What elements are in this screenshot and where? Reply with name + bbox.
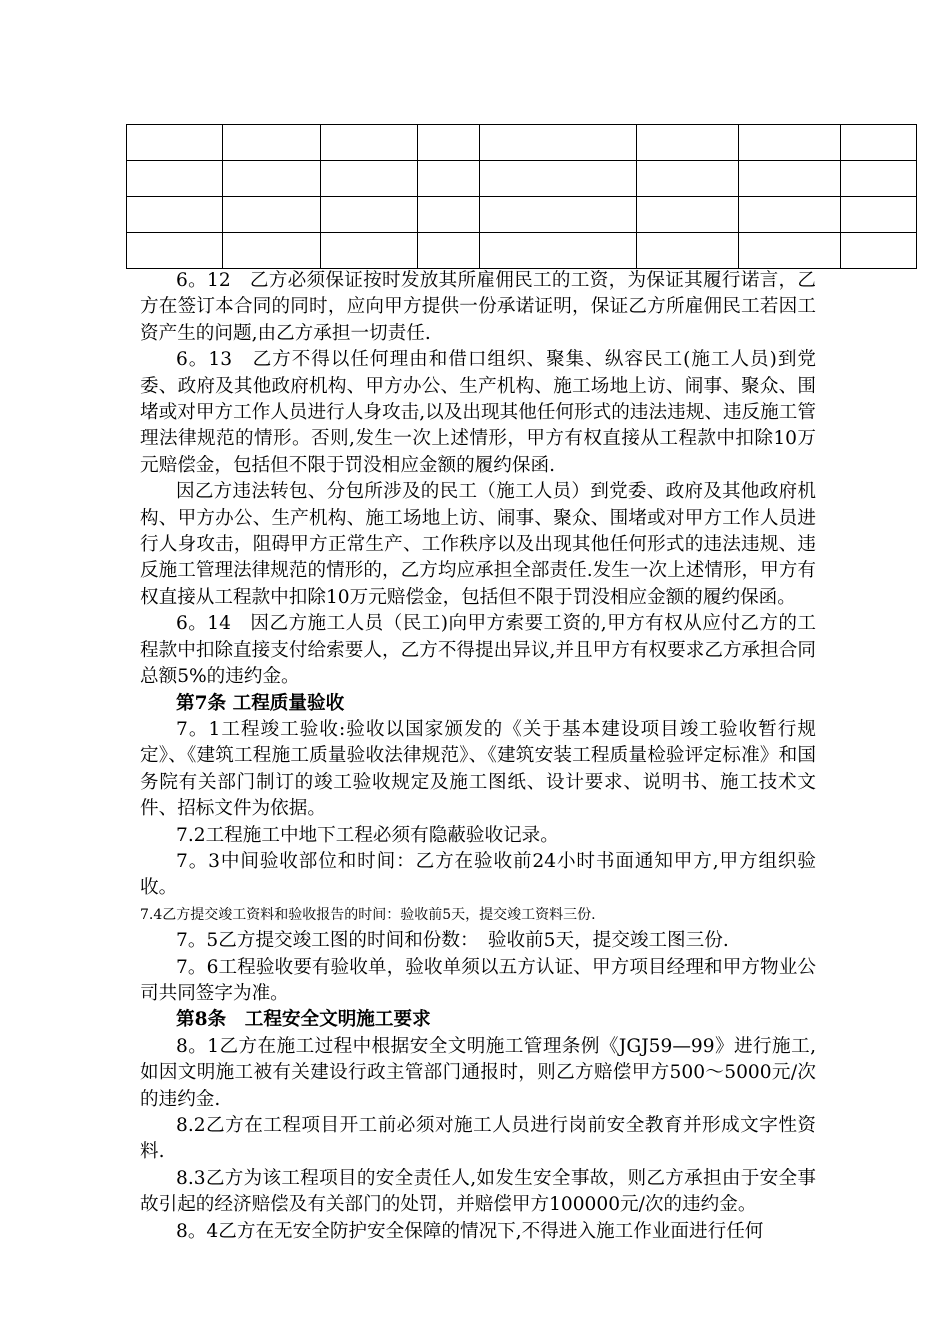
table-cell [480,233,637,269]
table-cell [223,125,321,161]
table-row [127,233,917,269]
table-cell [418,197,480,233]
table-cell [841,161,917,197]
table-cell [127,161,223,197]
clause-6-12: 6。12 乙方必须保证按时发放其所雇佣民工的工资，为保证其履行诺言，乙方在签订本合同的同时，应向甲方提供一份承诺证明，保证乙方所雇佣民工若因工资产生的问题,由乙方承担一切责任. [140,270,816,344]
table-cell [841,197,917,233]
table-cell [480,125,637,161]
table-cell [321,233,418,269]
table-cell [637,197,739,233]
blank-table [126,124,917,269]
table-cell [841,233,917,269]
table-cell [127,197,223,233]
clause-7-2: 7.2工程施工中地下工程必须有隐蔽验收记录。 [176,824,559,846]
table-cell [418,161,480,197]
clause-8-1: 8。1乙方在施工过程中根据安全文明施工管理条例《JGJ59—99》进行施工,如因文明施工被有关建设行政主管部门通报时，则乙方赔偿甲方500～5000元/次的违约金. [140,1035,816,1110]
table-cell [739,197,841,233]
table-cell [480,197,637,233]
table-cell [223,233,321,269]
clause-7-1: 7。1工程竣工验收:验收以国家颁发的《关于基本建设项目竣工验收暂行规定》、《建筑工程施工质量验收法律规范》、《建筑安装工程质量检验评定标准》和国务院有关部门制订的竣工验收规定及施工图纸、设计要求、说明书、施工技术文件、招标文件为依据。 [140,718,816,820]
table-cell [739,161,841,197]
table-cell [418,125,480,161]
table-row [127,125,917,161]
clause-8-3: 8.3乙方为该工程项目的安全责任人,如发生安全事故，则乙方承担由于安全事故引起的经济赔偿及有关部门的处罚，并赔偿甲方100000元/次的违约金。 [140,1167,816,1216]
table-row [127,161,917,197]
clause-7-4: 7.4乙方提交竣工资料和验收报告的时间：验收前5天，提交竣工资料三份. [140,906,596,923]
clause-6-13: 6。13 乙方不得以任何理由和借口组织、聚集、纵容民工(施工人员)到党委、政府及其他政府机构、甲方办公、生产机构、施工场地上访、闹事、聚众、围堵或对甲方工作人员进行人身攻击,以及出现其他任何形式的违法违规、违反施工管理法律规范的情形。否则,发生一次上述情形，甲方有权直接从工程款中扣除10万元赔偿金，包括但不限于罚没相应金额的履约保函. [140,349,816,476]
table-cell [127,233,223,269]
table-cell [637,125,739,161]
table-cell [223,197,321,233]
clause-7-6: 7。6工程验收要有验收单，验收单须以五方认证、甲方项目经理和甲方物业公司共同签字为准。 [140,956,816,1004]
table-cell [321,197,418,233]
table-cell [480,161,637,197]
clause-8-4: 8。4乙方在无安全防护安全保障的情况下,不得进入施工作业面进行任何 [176,1220,764,1242]
clause-7-3: 7。3中间验收部位和时间：乙方在验收前24小时书面通知甲方,甲方组织验收。 [140,850,816,899]
table-cell [637,233,739,269]
clause-6-14: 6。14 因乙方施工人员（民工)向甲方索要工资的,甲方有权从应付乙方的工程款中扣除直接支付给索要人，乙方不得提出异议,并且甲方有权要求乙方承担合同总额5%的违约金。 [140,613,816,688]
article-7-heading: 第7条 工程质量验收 [176,692,345,714]
clause-7-5: 7。5乙方提交竣工图的时间和份数： 验收前5天，提交竣工图三份. [176,930,729,952]
table-cell [223,161,321,197]
table-cell [321,161,418,197]
table-cell [637,161,739,197]
body-text [140,268,816,1245]
clause-6-13-supplement: 因乙方违法转包、分包所涉及的民工（施工人员）到党委、政府及其他政府机构、甲方办公、生产机构、施工场地上访、闹事、聚众、围堵或对甲方工作人员进行人身攻击，阻碍甲方正常生产、工作秩序以及出现其他任何形式的违法违规、违反施工管理法律规范的情形的，乙方均应承担全部责任.发生一次上述情形，甲方有权直接从工程款中扣除10万元赔偿金，包括但不限于罚没相应金额的履约保函。 [140,481,816,608]
table-cell [418,233,480,269]
table-row [127,197,917,233]
clause-8-2: 8.2乙方在工程项目开工前必须对施工人员进行岗前安全教育并形成文字性资料. [140,1115,816,1163]
table-cell [841,125,917,161]
table-cell [127,125,223,161]
table-cell [321,125,418,161]
article-8-heading: 第8条 工程安全文明施工要求 [176,1009,431,1031]
table-cell [739,125,841,161]
table-cell [739,233,841,269]
